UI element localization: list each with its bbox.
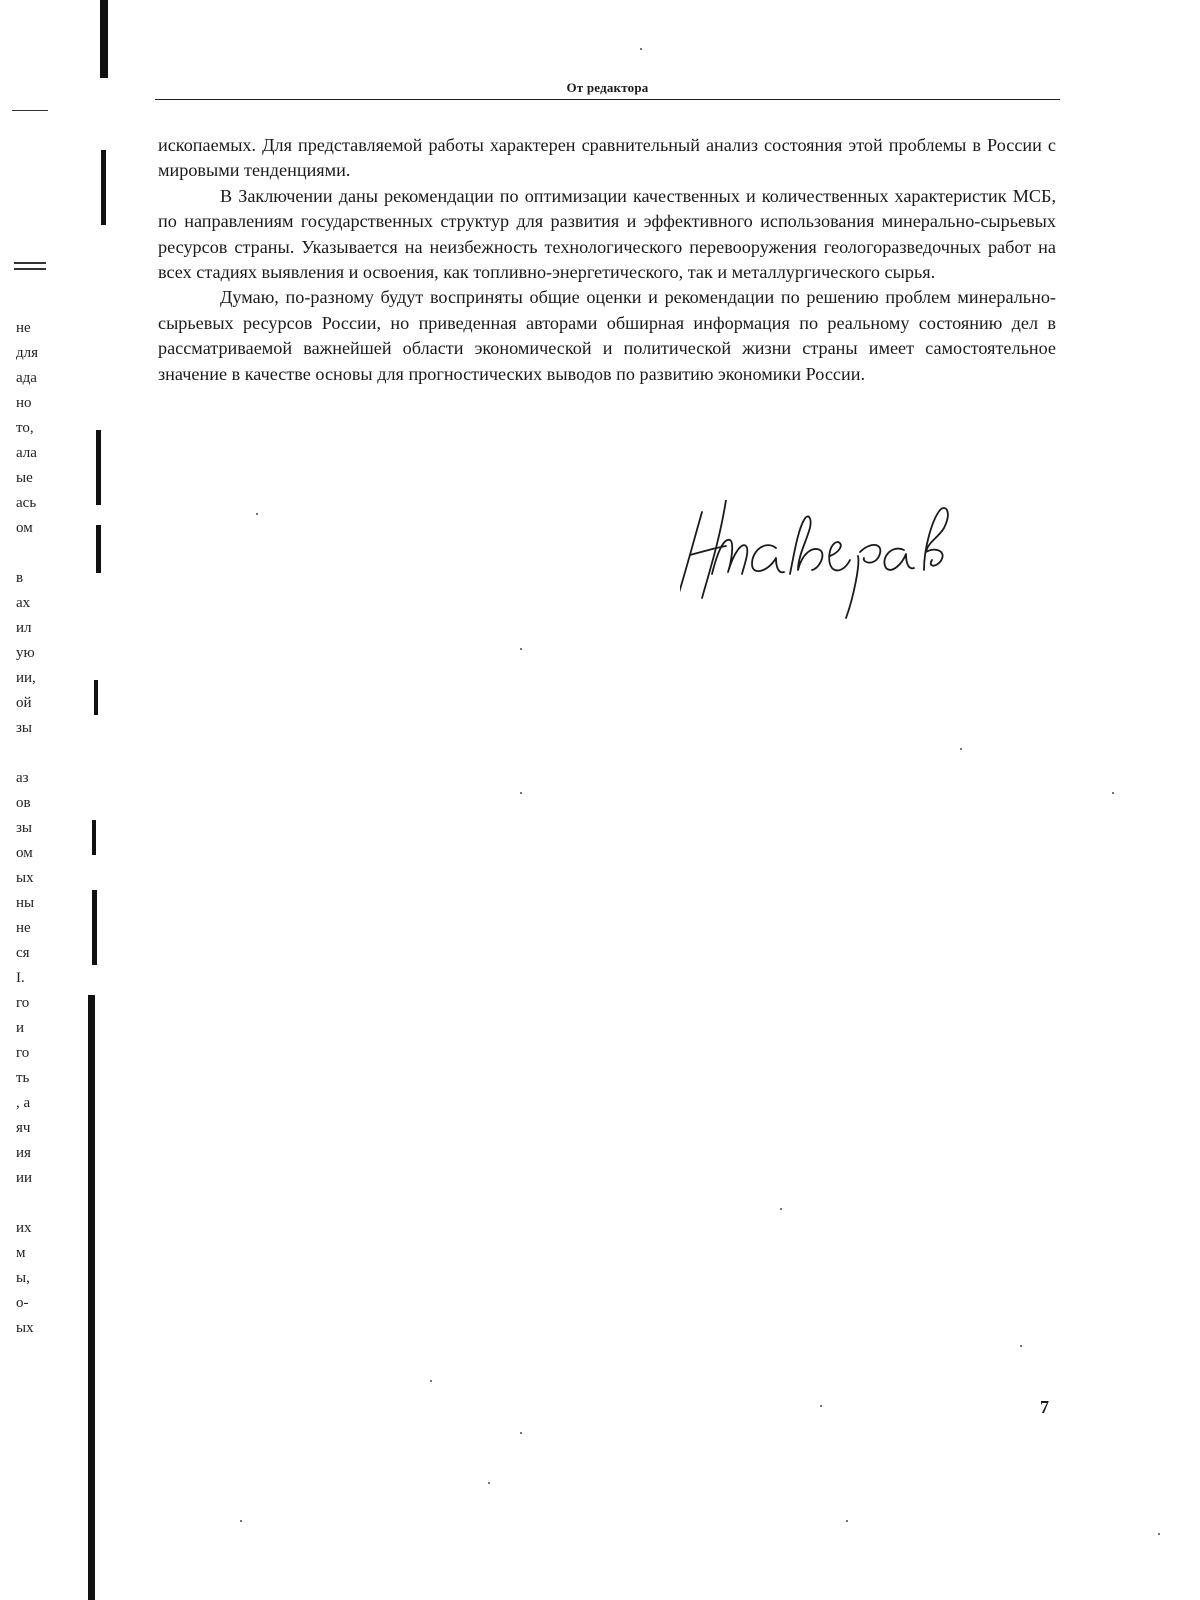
left-fragment-line: ть bbox=[16, 1070, 30, 1086]
scan-speck bbox=[520, 792, 522, 794]
page-number: 7 bbox=[1040, 1397, 1049, 1417]
left-fragment-line: ую bbox=[16, 645, 35, 661]
left-fragment-line: го bbox=[16, 995, 30, 1011]
left-fragment-line: ах bbox=[16, 595, 31, 611]
left-fragment-line: ил bbox=[16, 620, 32, 636]
scan-speck bbox=[780, 1208, 782, 1210]
left-fragment-line: не bbox=[16, 320, 31, 336]
left-page-bleed bbox=[16, 316, 56, 1341]
left-fragment-line: ов bbox=[16, 795, 31, 811]
scan-edge-mark bbox=[96, 430, 101, 505]
scan-speck bbox=[1158, 1533, 1160, 1535]
scan-speck bbox=[1112, 792, 1114, 794]
scan-edge-mark bbox=[12, 110, 48, 111]
scan-speck bbox=[640, 48, 642, 50]
left-fragment-line: ны bbox=[16, 895, 35, 911]
left-fragment-line: ала bbox=[16, 445, 37, 461]
scan-speck bbox=[520, 648, 522, 650]
left-fragment-line: , а bbox=[16, 1095, 31, 1111]
left-fragment-line bbox=[16, 541, 56, 566]
scan-edge-mark bbox=[14, 268, 46, 270]
scan-speck bbox=[488, 1482, 490, 1484]
scan-edge-mark bbox=[92, 890, 97, 965]
left-fragment-line: м bbox=[16, 1245, 26, 1261]
left-fragment-line: не bbox=[16, 920, 31, 936]
scan-edge-mark bbox=[96, 525, 101, 573]
scan-edge-mark bbox=[101, 150, 106, 225]
left-fragment-line bbox=[16, 1191, 56, 1216]
left-fragment-line: то, bbox=[16, 420, 34, 436]
left-fragment-line: ые bbox=[16, 470, 33, 486]
left-fragment-line: ом bbox=[16, 845, 33, 861]
scan-speck bbox=[820, 1405, 822, 1407]
left-fragment-line: но bbox=[16, 395, 32, 411]
left-fragment-line: и bbox=[16, 1020, 25, 1036]
handwritten-signature bbox=[680, 500, 1000, 630]
scan-speck bbox=[240, 1520, 242, 1522]
left-fragment-line: зы bbox=[16, 820, 33, 836]
left-fragment-line: их bbox=[16, 1220, 32, 1236]
left-fragment-line: ии, bbox=[16, 670, 36, 686]
left-fragment-line: ы, bbox=[16, 1270, 30, 1286]
scan-speck bbox=[960, 748, 962, 750]
left-fragment-line: аз bbox=[16, 770, 29, 786]
running-header: От редактора bbox=[566, 80, 649, 95]
body-text bbox=[158, 133, 1056, 387]
left-fragment-line: ом bbox=[16, 520, 33, 536]
scan-speck bbox=[520, 1432, 522, 1434]
scan-edge-mark bbox=[100, 0, 108, 78]
scan-speck bbox=[430, 1380, 432, 1382]
scan-speck bbox=[256, 513, 258, 515]
scan-edge-mark bbox=[94, 680, 98, 715]
paragraph-conclusion: В Заключении даны рекомендации по оптимизации качественных и количественных характеристик МСБ, по направлениям государственных структур для развития и эффективного использования минерально-сырьевых ресурсов страны. Указывается на неизбежность технологического перевооружения геологоразведочных работ на всех стадиях выявления и освоения, как топливно-энергетического, так и металлургического сырья. bbox=[158, 185, 1056, 283]
paragraph-continuation: ископаемых. Для представляемой работы характерен сравнительный анализ состояния этой проблемы в России с мировыми тенденциями. bbox=[158, 135, 1056, 181]
left-fragment-line: яч bbox=[16, 1120, 31, 1136]
left-fragment-line: ой bbox=[16, 695, 32, 711]
scan-edge-mark bbox=[88, 995, 95, 1600]
left-fragment-line: ии bbox=[16, 1170, 33, 1186]
left-fragment-line: зы bbox=[16, 720, 33, 736]
header-rule bbox=[155, 99, 1060, 100]
left-fragment-line: I. bbox=[16, 970, 25, 986]
left-fragment-line: в bbox=[16, 570, 24, 586]
left-fragment-line: ых bbox=[16, 870, 34, 886]
scan-speck bbox=[846, 1520, 848, 1522]
scan-edge-mark bbox=[14, 262, 46, 264]
left-fragment-line: для bbox=[16, 345, 39, 361]
paragraph-opinion: Думаю, по-разному будут восприняты общие оценки и рекомендации по решению проблем минерально-сырьевых ресурсов России, но приведенная авторами обширная информация по реальному состоянию дел в рассматриваемой важнейшей области экономической и политической жизни страны имеет самостоятельное значение в качестве основы для прогностических выводов по развитию экономики России. bbox=[158, 287, 1056, 384]
left-fragment-line: ых bbox=[16, 1320, 34, 1336]
left-fragment-line: ада bbox=[16, 370, 37, 386]
left-fragment-line bbox=[16, 741, 56, 766]
left-fragment-line: ся bbox=[16, 945, 30, 961]
left-fragment-line: ия bbox=[16, 1145, 31, 1161]
scan-speck bbox=[1020, 1345, 1022, 1347]
left-fragment-line: го bbox=[16, 1045, 30, 1061]
left-fragment-line: о- bbox=[16, 1295, 29, 1311]
left-fragment-line: ась bbox=[16, 495, 37, 511]
scan-edge-mark bbox=[92, 820, 96, 855]
